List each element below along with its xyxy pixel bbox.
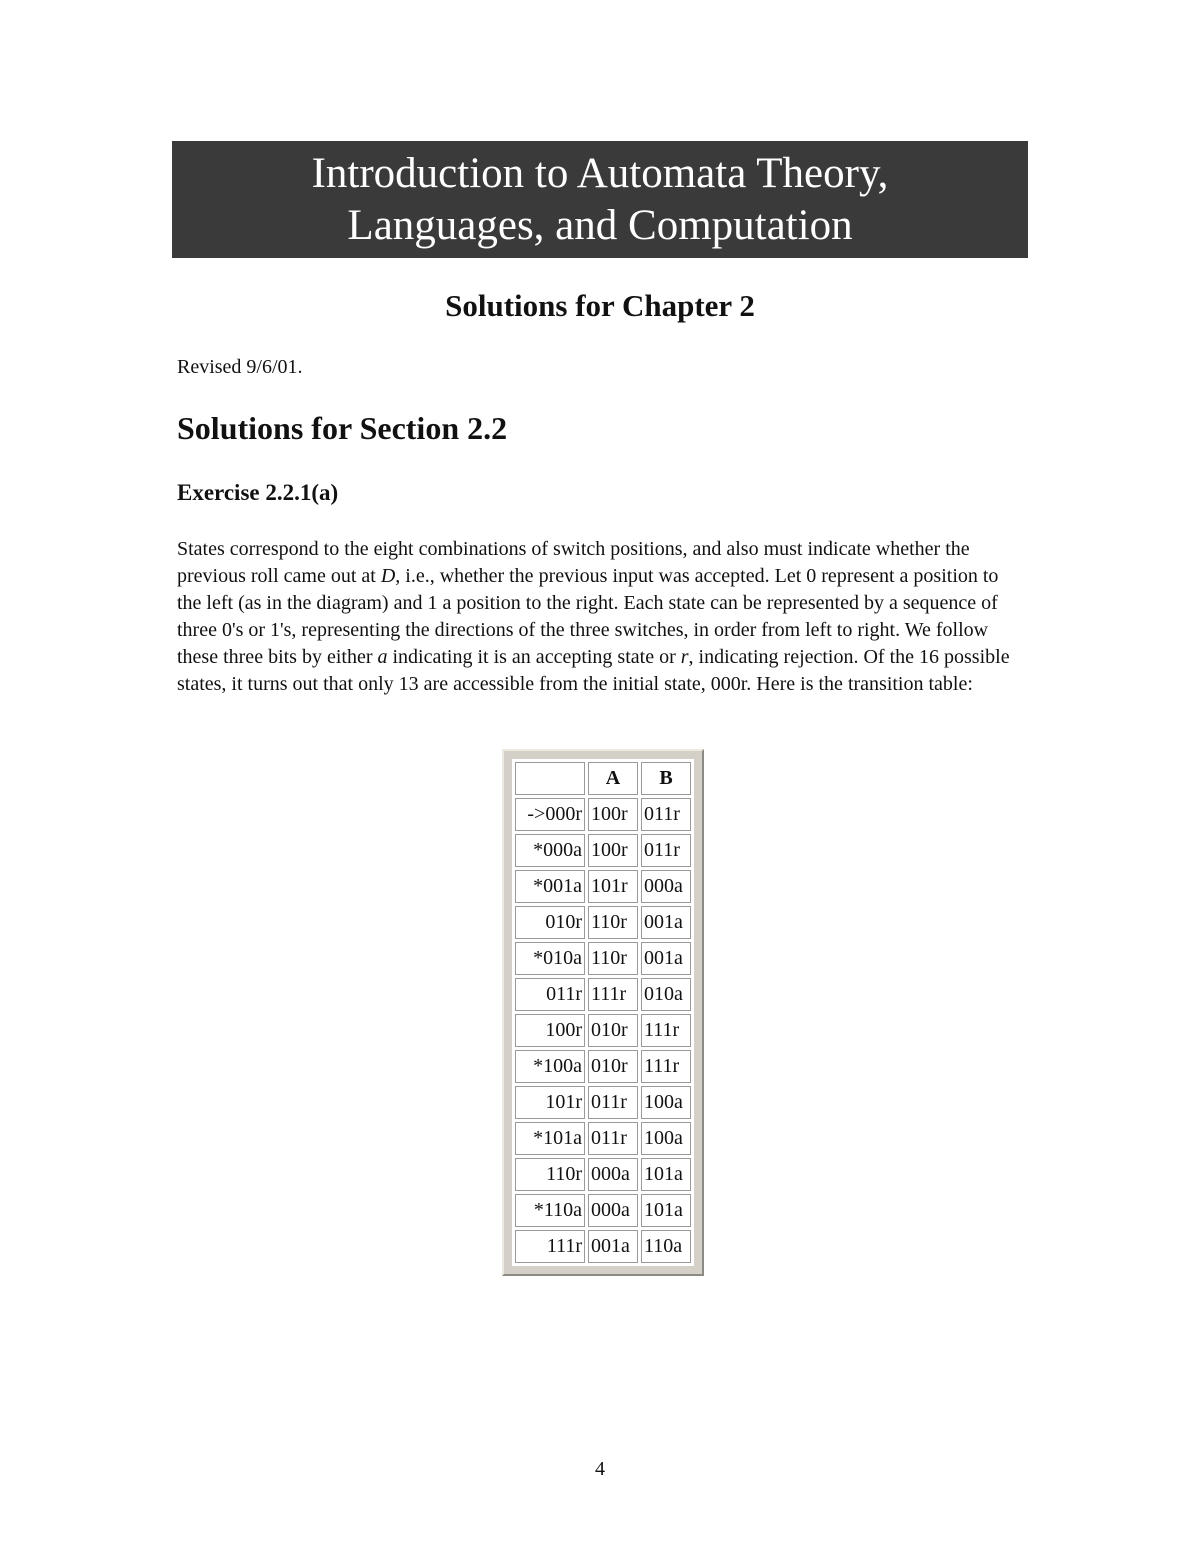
next-state-b-cell: 001a xyxy=(641,906,691,939)
paragraph-text-1: States correspond to the eight combinations of switch positions, and also must indicate whether the previous roll came out at xyxy=(177,538,970,587)
state-cell: ->000r xyxy=(515,798,585,831)
table-row xyxy=(515,798,691,831)
next-state-a-cell: 110r xyxy=(588,906,638,939)
state-cell: 111r xyxy=(515,1230,585,1263)
next-state-b-cell: 000a xyxy=(641,870,691,903)
header-corner xyxy=(515,762,585,795)
transition-table-body xyxy=(515,798,691,1263)
next-state-b-cell: 111r xyxy=(641,1014,691,1047)
next-state-a-cell: 100r xyxy=(588,798,638,831)
table-row xyxy=(515,870,691,903)
next-state-a-cell: 111r xyxy=(588,978,638,1011)
page-number: 4 xyxy=(595,1458,605,1480)
book-title-line-1: Introduction to Automata Theory, xyxy=(311,149,889,197)
next-state-b-cell: 011r xyxy=(641,834,691,867)
table-row xyxy=(515,906,691,939)
state-cell: *101a xyxy=(515,1122,585,1155)
exercise-title: Exercise 2.2.1(a) xyxy=(177,480,339,505)
table-row xyxy=(515,1014,691,1047)
next-state-a-cell: 100r xyxy=(588,834,638,867)
exercise-paragraph xyxy=(177,536,1025,698)
header-input-a: A xyxy=(588,762,638,795)
state-cell: 100r xyxy=(515,1014,585,1047)
table-row xyxy=(515,1122,691,1155)
next-state-b-cell: 101a xyxy=(641,1158,691,1191)
transition-table xyxy=(512,759,694,1266)
next-state-a-cell: 101r xyxy=(588,870,638,903)
table-row xyxy=(515,1230,691,1263)
next-state-b-cell: 011r xyxy=(641,798,691,831)
state-cell: *001a xyxy=(515,870,585,903)
next-state-b-cell: 101a xyxy=(641,1194,691,1227)
next-state-b-cell: 100a xyxy=(641,1122,691,1155)
next-state-a-cell: 011r xyxy=(588,1086,638,1119)
next-state-a-cell: 001a xyxy=(588,1230,638,1263)
state-cell: *010a xyxy=(515,942,585,975)
next-state-b-cell: 010a xyxy=(641,978,691,1011)
next-state-a-cell: 110r xyxy=(588,942,638,975)
state-cell: *000a xyxy=(515,834,585,867)
header-input-b: B xyxy=(641,762,691,795)
paragraph-text-4: , indicating rejection. Of the 16 possible states, it turns out that only 13 are accessible from the initial state, 000r. Here is the transition table: xyxy=(177,646,1010,695)
next-state-b-cell: 110a xyxy=(641,1230,691,1263)
next-state-b-cell: 111r xyxy=(641,1050,691,1083)
variable-r: r xyxy=(680,646,689,668)
paragraph-text-3: indicating it is an accepting state or xyxy=(387,646,681,668)
next-state-a-cell: 010r xyxy=(588,1014,638,1047)
state-cell: 101r xyxy=(515,1086,585,1119)
table-row xyxy=(515,1158,691,1191)
state-cell: 010r xyxy=(515,906,585,939)
state-cell: 110r xyxy=(515,1158,585,1191)
table-row xyxy=(515,834,691,867)
state-cell: *100a xyxy=(515,1050,585,1083)
table-row xyxy=(515,1194,691,1227)
next-state-b-cell: 100a xyxy=(641,1086,691,1119)
table-header-row xyxy=(515,762,691,795)
paragraph-text-2: , i.e., whether the previous input was accepted. Let 0 represent a position to the left (as in the diagram) and 1 a position to the right. Each state can be represented by a sequence of three 0's or 1's, representing the directions of the three switches, in order from left to right. We follow these three bits by either xyxy=(177,565,999,668)
table-row xyxy=(515,978,691,1011)
next-state-a-cell: 000a xyxy=(588,1158,638,1191)
book-title-banner xyxy=(172,141,1028,258)
chapter-title: Solutions for Chapter 2 xyxy=(445,288,755,323)
variable-a: a xyxy=(377,646,388,668)
state-cell: 011r xyxy=(515,978,585,1011)
next-state-a-cell: 000a xyxy=(588,1194,638,1227)
table-row xyxy=(515,1050,691,1083)
section-title: Solutions for Section 2.2 xyxy=(177,410,508,446)
book-title-line-2: Languages, and Computation xyxy=(347,201,853,249)
variable-d: D xyxy=(380,565,396,587)
state-cell: *110a xyxy=(515,1194,585,1227)
next-state-b-cell: 001a xyxy=(641,942,691,975)
transition-table-frame xyxy=(502,749,704,1276)
table-row xyxy=(515,942,691,975)
table-row xyxy=(515,1086,691,1119)
revision-note: Revised 9/6/01. xyxy=(177,356,303,378)
next-state-a-cell: 011r xyxy=(588,1122,638,1155)
next-state-a-cell: 010r xyxy=(588,1050,638,1083)
